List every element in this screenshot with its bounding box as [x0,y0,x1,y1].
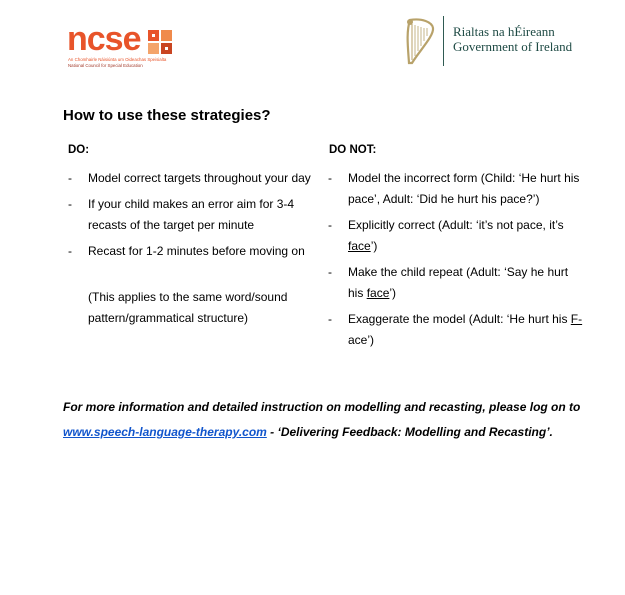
footer-intro: For more information and detailed instruction on modelling and recasting, please log on to [63,400,581,414]
ncse-logo-text: ncse [67,20,141,58]
do-not-item-text: Exaggerate the model (Adult: ‘He hurt his [348,312,571,326]
do-not-item-emphasis: F- [570,312,583,326]
page-heading: How to use these strategies? [63,107,271,124]
do-item-text: Recast for 1-2 minutes before moving on [88,244,305,258]
do-not-item-emphasis: face [348,239,371,253]
ncse-tagline [68,57,198,69]
do-list [68,168,318,267]
footer-rest: - ‘Delivering Feedback: Modelling and Recasting’. [266,425,553,439]
do-label: DO: [68,144,90,156]
do-not-item-text: Explicitly correct (Adult: ‘it’s not pace, it’s [348,218,564,232]
do-not-item-text-end: ’) [370,239,378,253]
footer-info [63,395,583,445]
gov-name-ga: Rialtas na hÉireann [453,24,555,39]
do-not-item: - Explicitly correct (Adult: ‘it’s not pace, it’s face’) [328,218,564,253]
do-not-item: - Model the incorrect form (Child: ‘He hurt his pace’, Adult: ‘Did he hurt his pace?’) [328,171,580,206]
ncse-tagline-ga: An Chomhairle Náisiúnta um Oideachas Speisialta [68,57,167,62]
do-not-item-text: Model the incorrect form (Child: ‘He hurt his pace’, Adult: ‘Did he hurt his pace?’) [348,171,580,206]
do-item-text: If your child makes an error aim for 3-4 recasts of the target per minute [88,197,295,232]
do-not-item-text-end: ’) [389,286,397,300]
do-item: - Recast for 1-2 minutes before moving on [68,244,305,258]
do-not-item-emphasis: face [366,286,390,300]
do-not-item-text-end: ace’) [348,333,375,347]
ncse-tagline-en: National Council for Special Education [68,63,143,68]
do-not-list [328,168,586,356]
resource-link[interactable]: www.speech-language-therapy.com [63,425,267,439]
do-not-item: - Make the child repeat (Adult: ‘Say he hurt his face’) [328,265,569,300]
gov-divider [443,16,444,66]
do-item-text: Model correct targets throughout your day [88,171,311,185]
do-item: - Model correct targets throughout your day [68,171,311,185]
do-not-item-text: Make the child repeat (Adult: ‘Say he hurt his [348,265,569,300]
ncse-logo-mark-icon [148,30,172,54]
harp-icon [402,16,436,66]
do-note: (This applies to the same word/sound pattern/grammatical structure) [88,290,288,325]
do-not-item: - Exaggerate the model (Adult: ‘He hurt his F-ace’) [328,312,583,347]
do-item: - If your child makes an error aim for 3-4 recasts of the target per minute [68,197,295,232]
do-not-label: DO NOT: [329,144,377,156]
gov-name-en: Government of Ireland [453,39,573,54]
